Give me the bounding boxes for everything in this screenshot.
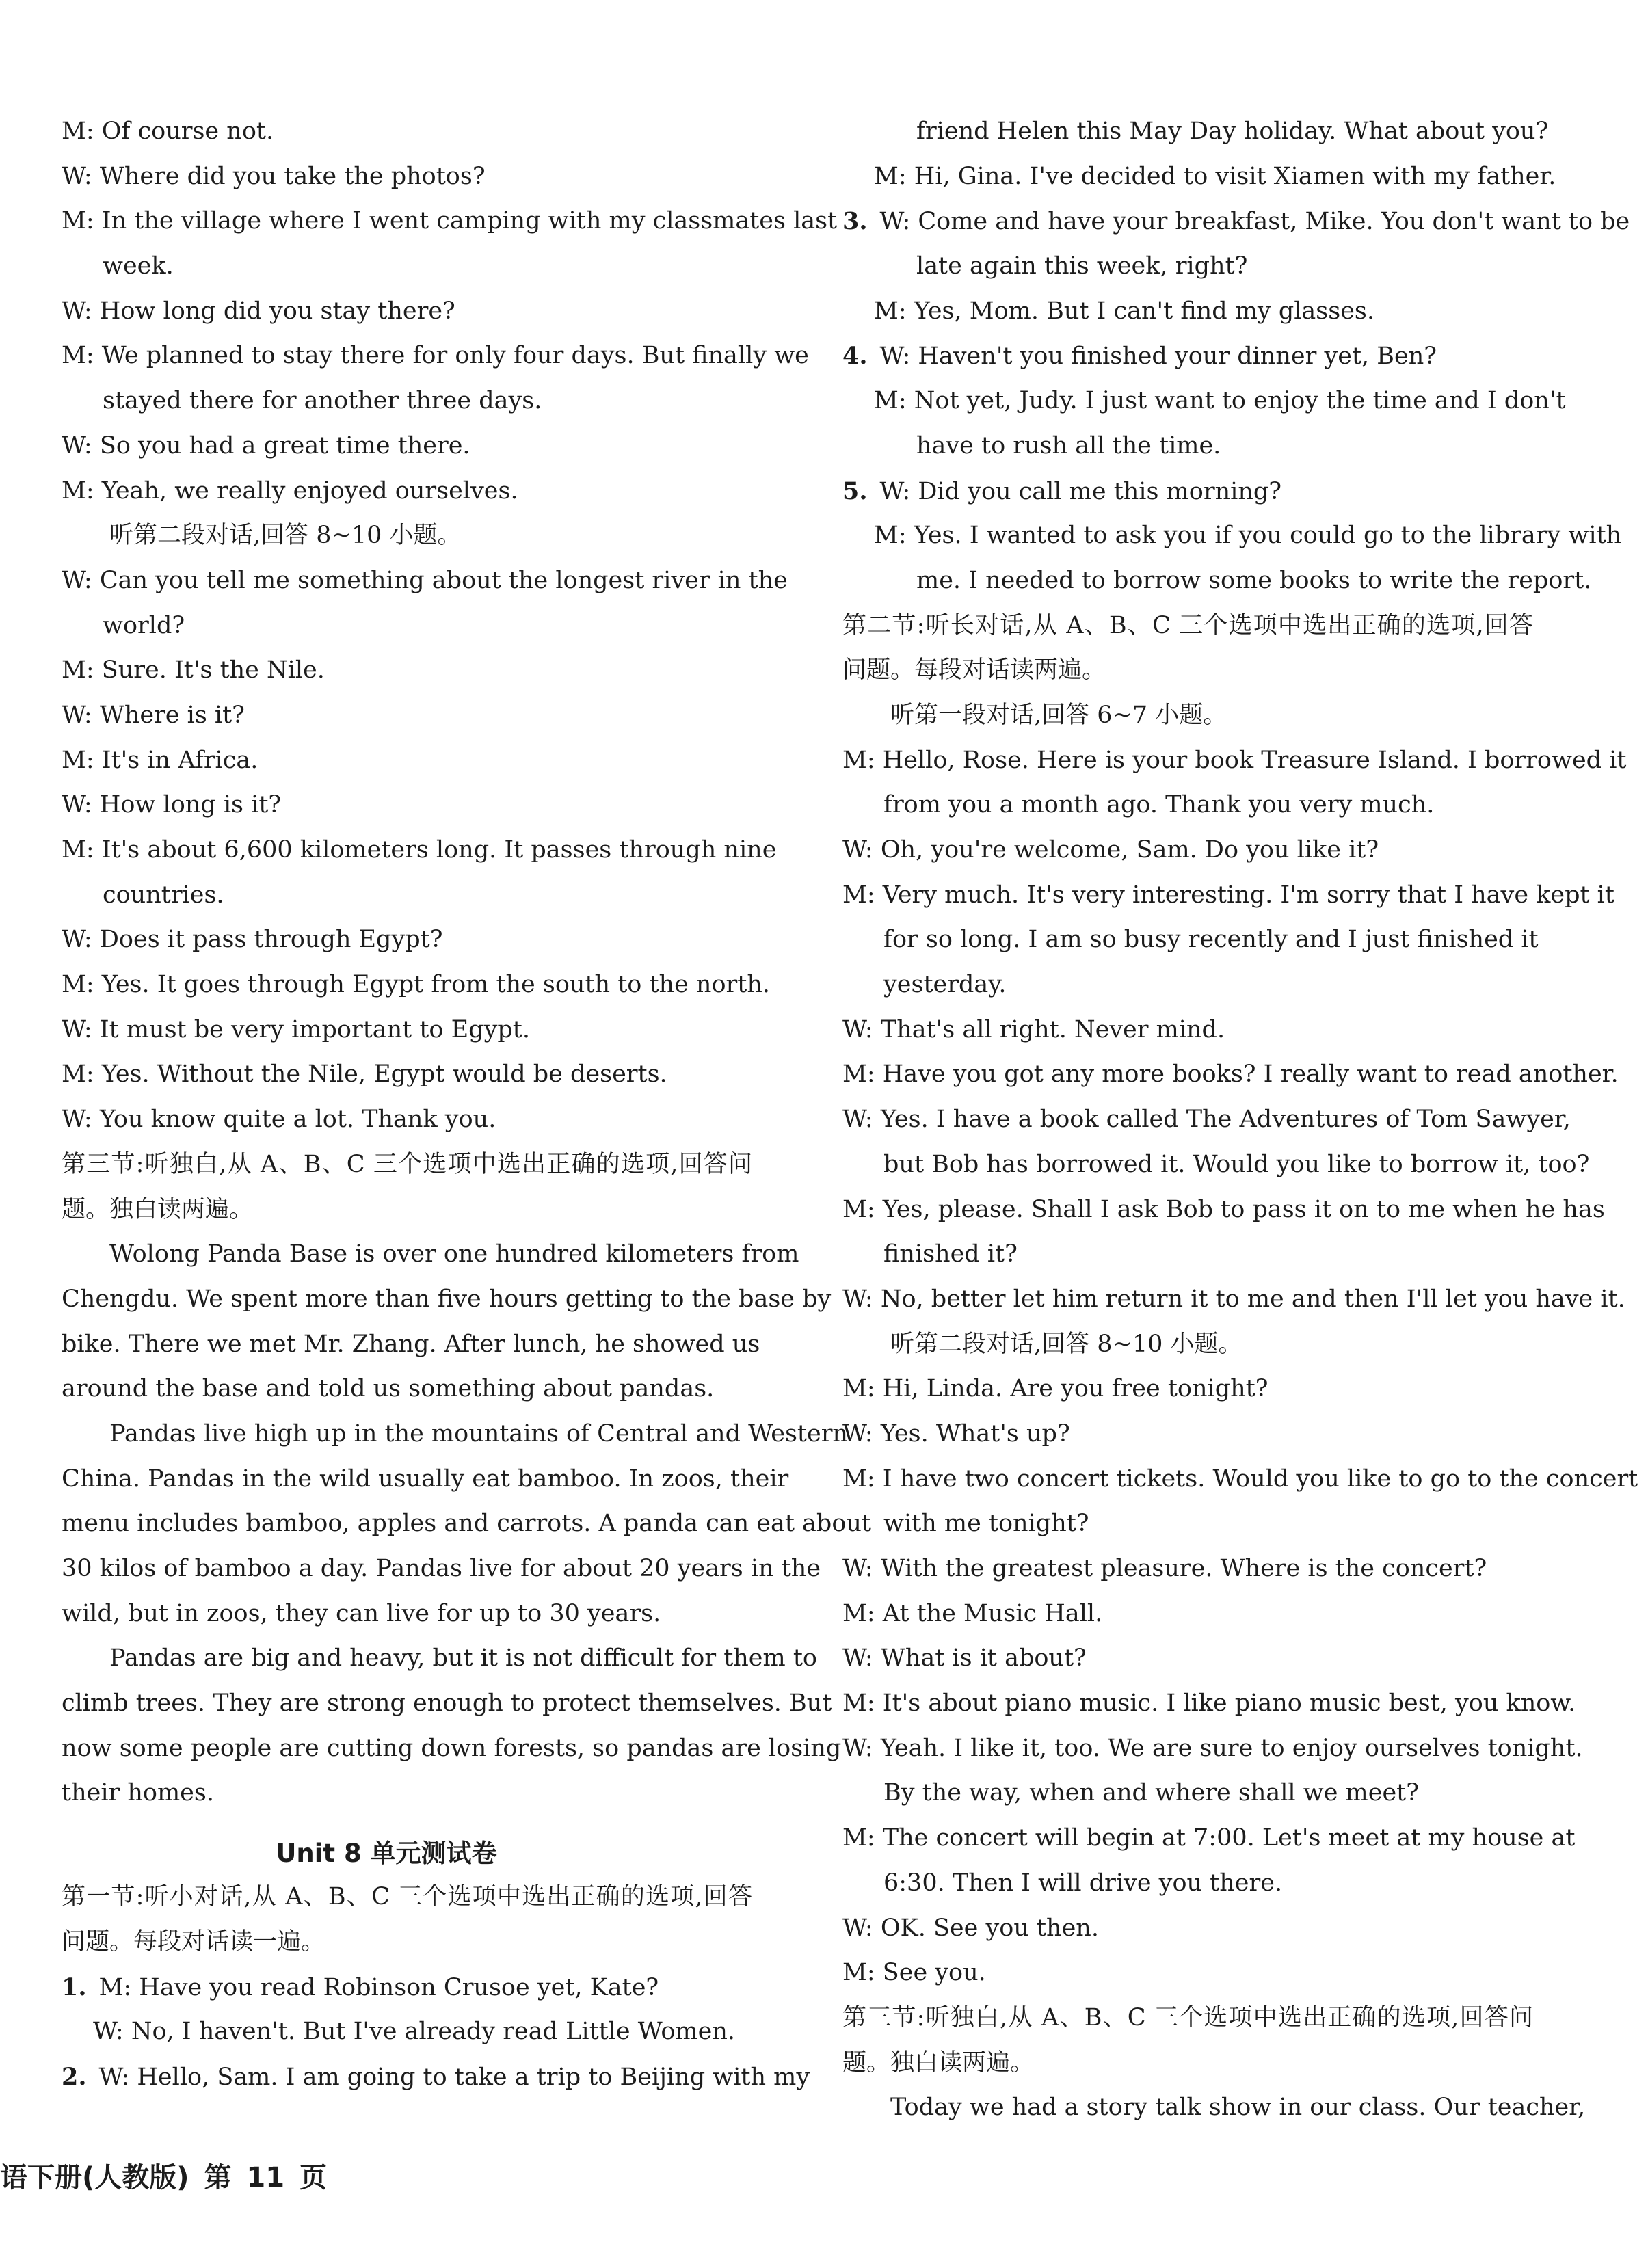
text-line: W: Come and have your breakfast, Mike. You don't want to be [879, 208, 1630, 236]
text-line: M: The concert will begin at 7:00. Let's meet at my house at [842, 1824, 1576, 1852]
text-line: M: Yes, Mom. But I can't find my glasses. [874, 297, 1375, 325]
left-column [62, 109, 872, 2100]
text-line: M: Hi, Gina. I've decided to visit Xiamen with my father. [874, 162, 1556, 190]
text-line: W: Haven't you finished your dinner yet, Ben? [879, 343, 1437, 371]
section-instruction: 第一节:听小对话,从 A、B、C 三个选项中选出正确的选项,回答 [62, 1883, 752, 1911]
paragraph-line: 30 kilos of bamboo a day. Pandas live for about 20 years in the [62, 1555, 821, 1582]
paragraph-line: now some people are cutting down forests, so pandas are losing [62, 1734, 842, 1762]
paragraph-line: Chengdu. We spent more than five hours getting to the base by [62, 1285, 832, 1313]
text-line: have to rush all the time. [916, 431, 1221, 459]
paragraph-line: Pandas are big and heavy, but it is not difficult for them to [109, 1644, 817, 1672]
paragraph-line: China. Pandas in the wild usually eat bamboo. In zoos, their [62, 1465, 789, 1493]
section-heading: 听第二段对话,回答 8~10 小题。 [109, 522, 462, 550]
section-heading: 听第一段对话,回答 6~7 小题。 [890, 701, 1227, 729]
text-line: for so long. I am so busy recently and I just finished it [883, 926, 1539, 954]
text-line: W: No, better let him return it to me and then I'll let you have it. [842, 1285, 1625, 1313]
section-instruction: 第三节:听独白,从 A、B、C 三个选项中选出正确的选项,回答问 [62, 1150, 752, 1178]
text-line: W: Yeah. I like it, too. We are sure to enjoy ourselves tonight. [842, 1734, 1583, 1762]
paragraph-line: Wolong Panda Base is over one hundred kilometers from [109, 1240, 799, 1268]
text-line: M: Yes, please. Shall I ask Bob to pass it on to me when he has [842, 1195, 1605, 1223]
question-number: 2. [62, 2062, 87, 2091]
text-line: stayed there for another three days. [103, 387, 542, 415]
text-line: countries. [103, 881, 224, 909]
question-4 [842, 334, 1533, 379]
text-line: week. [103, 252, 174, 280]
text-line: W: Yes. I have a book called The Adventures of Tom Sawyer, [842, 1106, 1571, 1134]
text-line: W: Can you tell me something about the longest river in the [62, 566, 788, 594]
section-instruction: 题。独白读两遍。 [62, 1195, 254, 1223]
text-line: but Bob has borrowed it. Would you like to borrow it, too? [883, 1150, 1590, 1178]
paragraph-line: their homes. [62, 1779, 214, 1807]
text-line: W: Oh, you're welcome, Sam. Do you like it? [842, 836, 1379, 864]
text-line: W: No, I haven't. But I've already read Little Women. [93, 2018, 735, 2046]
text-line: yesterday. [883, 971, 1007, 999]
right-column [842, 109, 1638, 2131]
text-line: W: Where is it? [62, 701, 245, 729]
text-line: M: Yeah, we really enjoyed ourselves. [62, 477, 518, 505]
text-line: M: Have you read Robinson Crusoe yet, Kate? [98, 1973, 659, 2001]
text-line: M: Hello, Rose. Here is your book Treasure Island. I borrowed it [842, 746, 1627, 774]
text-line: late again this week, right? [916, 252, 1248, 280]
question-1 [62, 1965, 752, 2010]
section-instruction: 问题。每段对话读一遍。 [62, 1927, 325, 1956]
text-line: M: In the village where I went camping with my classmates last [62, 207, 838, 235]
text-line: W: Hello, Sam. I am going to take a trip to Beijing with my [98, 2063, 810, 2091]
paragraph-line: bike. There we met Mr. Zhang. After lunch, he showed us [62, 1330, 760, 1358]
question-2 [62, 2055, 810, 2100]
question-5 [842, 469, 1533, 514]
text-line: M: Yes. It goes through Egypt from the south to the north. [62, 971, 770, 999]
text-line: finished it? [883, 1240, 1018, 1268]
text-line: W: How long is it? [62, 791, 282, 819]
paragraph-line: menu includes bamboo, apples and carrots. A panda can eat about [62, 1510, 872, 1538]
paragraph-line: climb trees. They are strong enough to protect themselves. But [62, 1690, 832, 1718]
paragraph-line: Today we had a story talk show in our class. Our teacher, [890, 2094, 1586, 2122]
text-line: W: Does it pass through Egypt? [62, 926, 443, 954]
text-line: M: Not yet, Judy. I just want to enjoy the time and I don't [874, 387, 1566, 415]
text-line: M: It's about piano music. I like piano music best, you know. [842, 1690, 1576, 1718]
text-line: from you a month ago. Thank you very much. [883, 791, 1435, 819]
section-instruction: 第二节:听长对话,从 A、B、C 三个选项中选出正确的选项,回答 [842, 611, 1533, 639]
text-line: 6:30. Then I will drive you there. [883, 1869, 1283, 1897]
text-line: M: Yes. Without the Nile, Egypt would be deserts. [62, 1060, 667, 1089]
text-line: W: Where did you take the photos? [62, 162, 486, 190]
page-footer: 语下册(人教版) 第 11 页 [0, 2162, 328, 2193]
question-number: 5. [842, 477, 868, 505]
text-line: me. I needed to borrow some books to write the report. [916, 566, 1592, 594]
text-line: M: Sure. It's the Nile. [62, 656, 325, 684]
text-line: M: See you. [842, 1959, 986, 1987]
text-line: M: Hi, Linda. Are you free tonight? [842, 1375, 1268, 1403]
text-line: M: Very much. It's very interesting. I'm sorry that I have kept it [842, 881, 1614, 909]
unit-title: Unit 8 单元测试卷 [276, 1839, 497, 1869]
text-line: with me tonight? [883, 1510, 1089, 1538]
text-line: By the way, when and where shall we meet? [883, 1779, 1419, 1807]
text-line: M: Have you got any more books? I really want to read another. [842, 1060, 1619, 1089]
text-line: W: With the greatest pleasure. Where is the concert? [842, 1555, 1487, 1582]
question-number: 1. [62, 1973, 87, 2001]
text-line: M: At the Music Hall. [842, 1599, 1103, 1627]
text-line: M: Of course not. [62, 118, 274, 145]
text-line: W: So you had a great time there. [62, 431, 470, 459]
paragraph-line: Pandas live high up in the mountains of Central and Western [109, 1419, 848, 1447]
question-3 [842, 199, 1630, 244]
text-line: M: We planned to stay there for only four days. But finally we [62, 342, 809, 370]
text-line: friend Helen this May Day holiday. What about you? [916, 118, 1549, 145]
text-line: W: Did you call me this morning? [879, 477, 1282, 505]
text-line: W: What is it about? [842, 1644, 1087, 1672]
section-instruction: 第三节:听独白,从 A、B、C 三个选项中选出正确的选项,回答问 [842, 2003, 1533, 2031]
question-number: 4. [842, 342, 868, 371]
question-number: 3. [842, 207, 868, 236]
paragraph-line: around the base and told us something about pandas. [62, 1375, 715, 1403]
text-line: world? [103, 611, 185, 639]
text-line: M: I have two concert tickets. Would you like to go to the concert [842, 1465, 1638, 1493]
text-line: W: You know quite a lot. Thank you. [62, 1106, 496, 1134]
section-heading: 听第二段对话,回答 8~10 小题。 [890, 1330, 1242, 1358]
text-line: M: It's in Africa. [62, 746, 258, 774]
text-line: M: Yes. I wanted to ask you if you could go to the library with [874, 522, 1622, 550]
paragraph-line: wild, but in zoos, they can live for up to 30 years. [62, 1599, 661, 1627]
text-line: W: That's all right. Never mind. [842, 1015, 1225, 1043]
text-line: W: It must be very important to Egypt. [62, 1015, 530, 1043]
text-line: W: How long did you stay there? [62, 297, 455, 325]
text-line: W: OK. See you then. [842, 1914, 1099, 1942]
section-instruction: 问题。每段对话读两遍。 [842, 656, 1106, 684]
text-line: W: Yes. What's up? [842, 1419, 1070, 1447]
text-line: M: It's about 6,600 kilometers long. It passes through nine [62, 836, 777, 864]
section-instruction: 题。独白读两遍。 [842, 2049, 1035, 2077]
